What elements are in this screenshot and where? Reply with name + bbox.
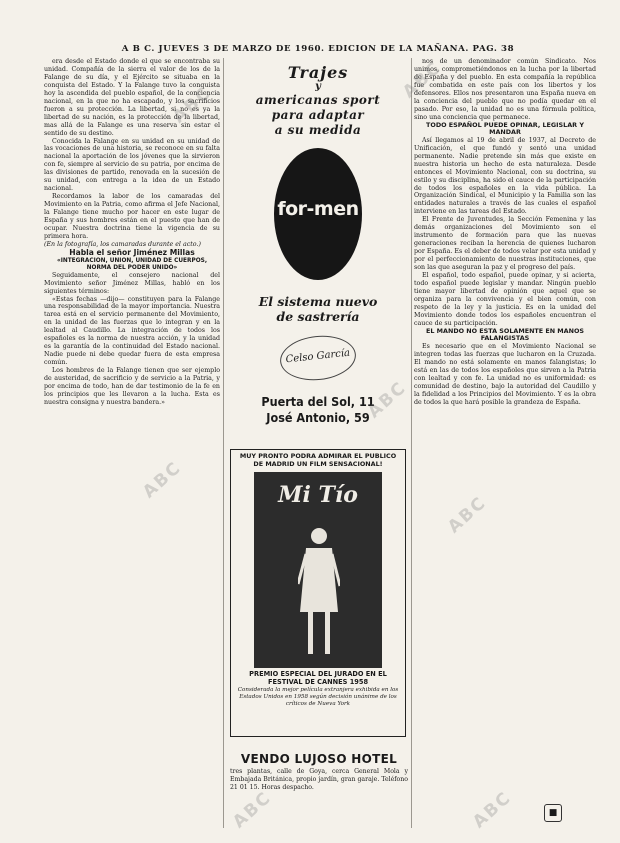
section-heading: TODO ESPAÑOL PUEDE OPINAR, LEGISLAR Y MANDAR	[426, 120, 584, 137]
paragraph: Así llegamos al 19 de abril de 1937, al Decreto de Unificación, el que fundó y sentó una unidad permanente. Nadie pretende sin más que existe en nuestra historia un hecho de esta naturaleza. Desde entonces el Movimiento Nacional, con su doctrina, su estilo y su disciplina, ha sido el cauce de la participación de todos los españoles en la vida pública. La Organización Sindical, el Municipio y la Familia son las entidades naturales a través de las cuales el español interviene en las tareas del Estado.	[414, 136, 596, 216]
classified-title: VENDO LUJOSO HOTEL	[240, 752, 398, 766]
address-line: José Antonio, 59	[266, 410, 370, 425]
paragraph: Seguidamente, el consejero nacional del Movimiento señor Jiménez Millas, habló en los siguientes términos:	[44, 271, 220, 295]
abc-watermark: ABC	[444, 492, 491, 538]
paragraph: El Frente de Juventudes, la Sección Femenina y las demás organizaciones del Movimiento son el instrumento de formación para que las nuevas generaciones reciban la herencia de quienes lucharon por España. Es el deber de todos velar por esta unidad y por el perfeccionamiento de nuestras instituciones, que son las que aseguran la paz y el progreso del país.	[414, 216, 596, 272]
store-signature-logo: Celso García	[278, 332, 358, 384]
paragraph: Los hombres de la Falange tienen que ser ejemplo de austeridad, de sacrificio y de servicio a la Patria, y por encima de todo, han de dar testimonio de la fe en los principios que les llevaron a la lucha. Esta es nuestra consigna y nuestra bandera.»	[44, 367, 220, 406]
poster-figure-illustration	[298, 524, 340, 664]
column-rule	[223, 58, 224, 828]
article-column-left	[44, 58, 220, 830]
ad-line: americanas sport	[255, 93, 381, 107]
poster-title: Mi Tío	[278, 482, 358, 509]
ad-slogan	[228, 294, 408, 324]
classified-text: tres plantas, calle de Goya, cerca General Mola y Embajada Británica, propio jardín, gran garaje. Teléfono 21 01 15. Horas despacho.	[230, 768, 408, 791]
address-line: Puerta del Sol, 11	[261, 394, 375, 409]
abc-watermark: ABC	[399, 57, 446, 103]
paragraph: «Estas fechas —dijo— constituyen para la Falange una responsabilidad de la mayor importancia. Nuestra tarea está en el servicio permanente del Movimiento, en la unidad de las fuerzas que lo integran y en la lealtad al Caudillo. La integración de todos los españoles es la norma de nuestra acción, y la unidad es la garantía de la continuidad del Estado nacional. Nadie puede ni debe quedar fuera de esta empresa común.	[44, 295, 220, 367]
column-rule	[411, 58, 412, 828]
store-addresses	[237, 394, 399, 426]
formen-advertisement	[228, 58, 408, 428]
slogan-line: de sastrería	[276, 309, 360, 324]
abc-watermark: ABC	[139, 457, 186, 503]
paragraph: Es necesario que en el Movimiento Nacional se integren todas las fuerzas que lucharon en la Cruzada. El mando no está solamente en manos falangistas; lo está en las de todos los españoles que sirven a la Patria con lealtad y con fe. La unidad no es uniformidad: es comunidad de destino, bajo la autoridad del Caudillo y la fidelidad a los Principios del Movimiento. Y es la obra de todos la que hará posible la grandeza de España.	[414, 342, 596, 406]
ad-headline: Trajes	[287, 63, 349, 82]
ad-line: a su medida	[274, 123, 362, 137]
film-advertisement	[230, 449, 406, 737]
ad-line: para adaptar	[271, 108, 365, 122]
corner-mark-icon: ■	[544, 804, 562, 822]
abc-watermark: ABC	[229, 787, 276, 833]
paragraph: nos de un denominador común Sindicato. Nos unimos, comprometiéndonos en la lucha por la libertad de España y del pueblo. En esta compañía la república fue combatida en este país con los libertos y los defensores. Ellos nos presentaron una España nueva en la conciencia del pueblo que no podía quedar en el pasado. Por eso, la unidad no es una fórmula política, sino una conciencia que permanece.	[414, 58, 596, 121]
paragraph: era desde el Estado donde el que se encontraba su unidad. Compañía de la sierra el valor de los de la Falange de su día, y el Ejército se situaba en la conquista del Estado. Y la Falange tuvo la conquista hoy la ascendida del pueblo español, de la conciencia nacional, en la que no ha escapado, y los sacrificios fueron a su protección. La libertad, si no es ya la libertad de su nación, es la protección de la libertad, mas allá de la Falange es una reserva sin estar el sentido de su destino.	[44, 58, 220, 137]
abc-watermark: ABC	[364, 377, 411, 423]
interview-headline: Habla el señor Jiménez Millas	[69, 247, 195, 257]
award-note: Considerada la mejor película extranjera exhibida en los Estados Unidos en 1958 según decisión unánime de los críticos de Nueva York	[237, 687, 399, 707]
abc-watermark: ABC	[469, 787, 516, 833]
page-header: A B C. JUEVES 3 DE MARZO DE 1960. EDICION DE LA MAÑANA. PAG. 38	[121, 44, 515, 54]
ad-conjunction: y	[315, 81, 321, 92]
brand-name: for-men	[277, 198, 359, 220]
paragraph: Conocida la Falange en su unidad en su unidad de las vocaciones de una historia, se reconoce en su falta nacional la aportación de los jóvenes que la sirvieron con fe, siempre al servicio de su patria, por encima de las divisiones de partido, renovada en la sucesión de su unidad, con entrega a la idea de un Estado nacional.	[44, 137, 220, 193]
film-poster	[254, 472, 382, 668]
classified-ad	[230, 752, 408, 791]
award-text: PREMIO ESPECIAL DEL JURADO EN EL FESTIVAL DE CANNES 1958	[249, 670, 387, 686]
paragraph: El español, todo español, puede opinar, y si acierta, todo español puede legislar y mandar. Ningún pueblo tiene mayor libertad de opinión que aquel que se organiza para la convivencia y el bien común, con respeto de la ley y la justicia. Es en la unidad del Movimiento donde todos los españoles encuentran el cauce de su participación.	[414, 272, 596, 327]
abc-watermark: ABC	[169, 82, 216, 128]
section-heading: EL MANDO NO ESTA SOLAMENTE EN MANOS FALANGISTAS	[426, 326, 584, 343]
slogan-line: El sistema nuevo	[258, 294, 378, 309]
film-announcement: MUY PRONTO PODRA ADMIRAR EL PUBLICO DE MADRID UN FILM SENSACIONAL!	[239, 452, 397, 468]
brand-logo	[274, 148, 362, 280]
paragraph: Recordamos la labor de los camaradas del Movimiento en la Patria, como afirma el Jefe Nacional, la Falange tiene mucho por hacer en este lugar de España y sus hombres están en el puesto que han de ocupar. Nuestra doctrina tiene la vigencia de su primera hora.	[44, 193, 220, 240]
article-column-right	[414, 58, 596, 830]
interview-kicker: «INTEGRACION, UNION, UNIDAD DE CUERPOS, NORMA DEL PODER UNIDO»	[56, 257, 208, 271]
photo-caption: (En la fotografía, los camaradas durante el acto.)	[44, 240, 201, 248]
